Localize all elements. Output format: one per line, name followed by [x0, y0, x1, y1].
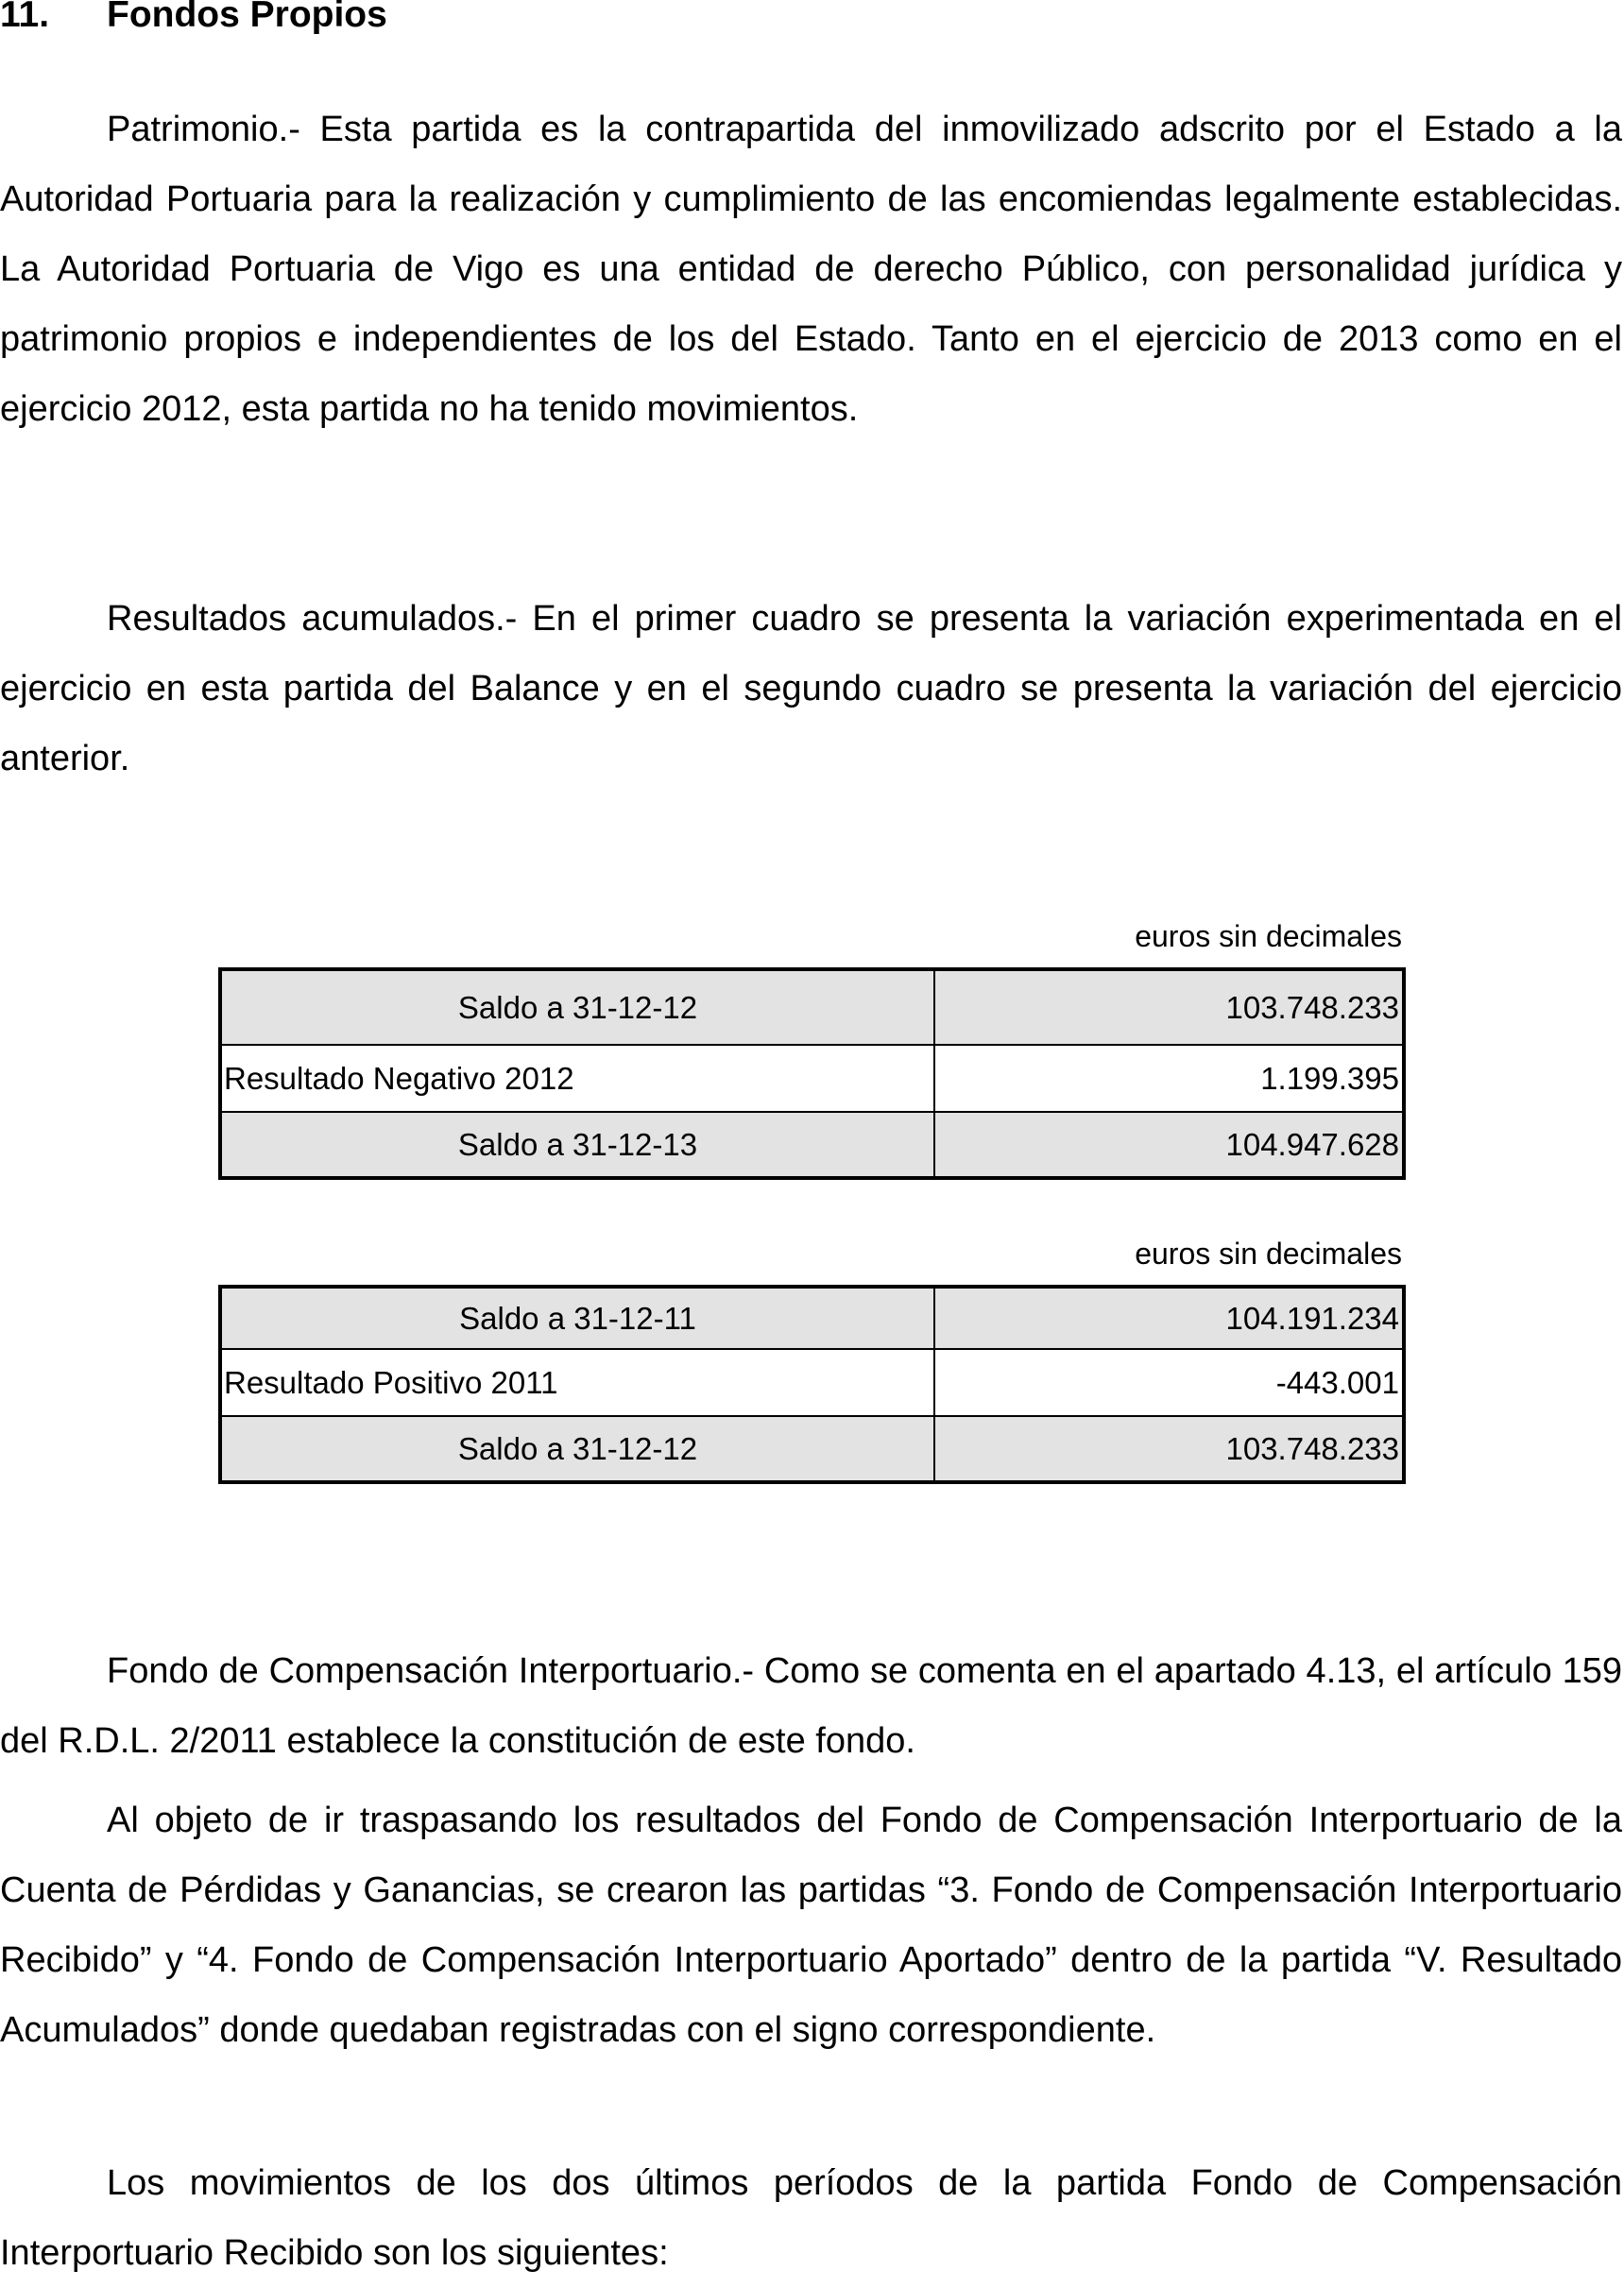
table-resultados-2013 — [218, 967, 1406, 1180]
paragraph-movimientos: Los movimientos de los dos últimos períodos de la partida Fondo de Compensación Interportuario Recibido son los siguientes: — [0, 2163, 1622, 2273]
table-row — [220, 969, 1404, 1045]
row-label: Resultado Positivo 2011 — [220, 1349, 934, 1416]
row-label: Saldo a 31-12-11 — [220, 1287, 934, 1349]
paragraph-fondo-compensacion: Fondo de Compensación Interportuario.- Como se comenta en el apartado 4.13, el artículo 159 del R.D.L. 2/2011 establece la constitución de este fondo. — [0, 1651, 1622, 1761]
paragraph-patrimonio: Patrimonio.- Esta partida es la contrapartida del inmovilizado adscrito por el Estado a la Autoridad Portuaria para la realización y cumplimiento de las encomiendas legalmente establecidas. La Autoridad Portuaria de Vigo es una entidad de derecho Público, con personalidad jurídica y patrimonio propios e independientes de los del Estado. Tanto en el ejercicio de 2013 como en el ejercicio 2012, esta partida no ha tenido movimientos. — [0, 110, 1622, 429]
section-number: 11. — [0, 0, 50, 35]
paragraph-resultados-acumulados: Resultados acumulados.- En el primer cuadro se presenta la variación experimentada en el ejercicio en esta partida del Balance y en el segundo cuadro se presenta la variación del ejercicio anterior. — [0, 599, 1622, 778]
row-label: Saldo a 31-12-12 — [220, 1416, 934, 1482]
section-title: Fondos Propios — [107, 0, 387, 35]
table-row — [220, 1349, 1404, 1416]
table-row — [220, 1416, 1404, 1482]
table2-caption: euros sin decimales — [1135, 1237, 1402, 1271]
section-heading — [0, 0, 387, 36]
row-value: 104.947.628 — [934, 1112, 1404, 1178]
row-value: 1.199.395 — [934, 1045, 1404, 1112]
table1-caption: euros sin decimales — [1135, 919, 1402, 953]
table-resultados-2012 — [218, 1285, 1406, 1484]
row-value: 103.748.233 — [934, 1416, 1404, 1482]
row-value: -443.001 — [934, 1349, 1404, 1416]
row-value: 103.748.233 — [934, 969, 1404, 1045]
row-label: Resultado Negativo 2012 — [220, 1045, 934, 1112]
table-row — [220, 1112, 1404, 1178]
table-row — [220, 1045, 1404, 1112]
row-label: Saldo a 31-12-13 — [220, 1112, 934, 1178]
row-label: Saldo a 31-12-12 — [220, 969, 934, 1045]
table-row — [220, 1287, 1404, 1349]
row-value: 104.191.234 — [934, 1287, 1404, 1349]
paragraph-objeto: Al objeto de ir traspasando los resultados del Fondo de Compensación Interportuario de la Cuenta de Pérdidas y Ganancias, se crearon las partidas “3. Fondo de Compensación Interportuario Recibido” y “4. Fondo de Compensación Interportuario Aportado” dentro de la partida “V. Resultado Acumulados” donde quedaban registradas con el signo correspondiente. — [0, 1801, 1622, 2050]
